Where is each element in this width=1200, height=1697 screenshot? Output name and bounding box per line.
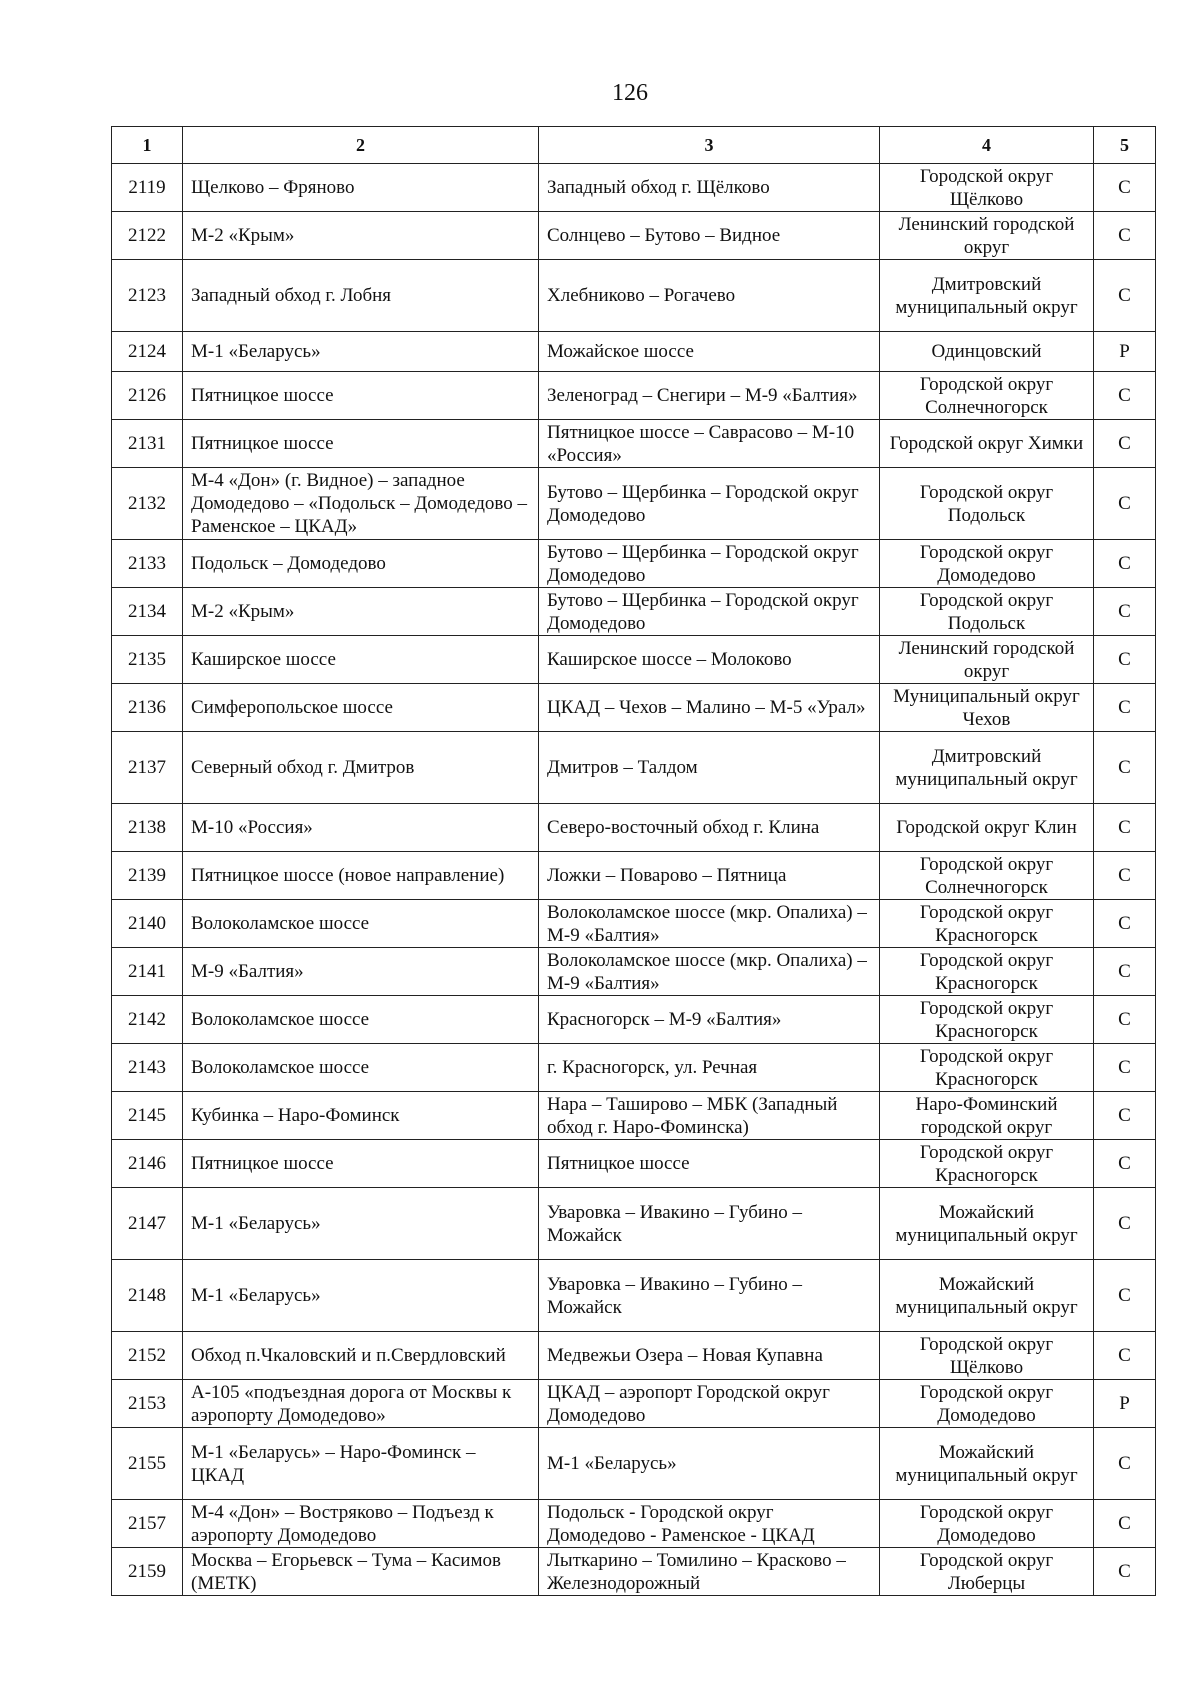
header-col-5: 5 xyxy=(1094,127,1156,164)
table-row xyxy=(112,332,1156,372)
road-section: ЦКАД – Чехов – Малино – М-5 «Урал» xyxy=(539,684,880,732)
row-number: 2134 xyxy=(112,588,183,636)
district: Городской округ Домодедово xyxy=(880,1500,1094,1548)
district: Городской округ Красногорск xyxy=(880,1140,1094,1188)
table-row xyxy=(112,1332,1156,1380)
road-section: Пятницкое шоссе xyxy=(539,1140,880,1188)
road-from: М-2 «Крым» xyxy=(183,212,539,260)
district: Наро-Фоминский городской округ xyxy=(880,1092,1094,1140)
district: Можайский муниципальный округ xyxy=(880,1188,1094,1260)
road-from: М-1 «Беларусь» xyxy=(183,1260,539,1332)
road-section: Ложки – Поварово – Пятница xyxy=(539,852,880,900)
row-number: 2131 xyxy=(112,420,183,468)
row-number: 2141 xyxy=(112,948,183,996)
category: Р xyxy=(1094,1380,1156,1428)
road-from: Каширское шоссе xyxy=(183,636,539,684)
district: Городской округ Домодедово xyxy=(880,1380,1094,1428)
road-from: М-1 «Беларусь» xyxy=(183,332,539,372)
district: Городской округ Подольск xyxy=(880,468,1094,540)
road-section: ЦКАД – аэропорт Городской округ Домодедово xyxy=(539,1380,880,1428)
road-from: М-9 «Балтия» xyxy=(183,948,539,996)
road-from: М-1 «Беларусь» xyxy=(183,1188,539,1260)
road-from: Пятницкое шоссе xyxy=(183,372,539,420)
district: Дмитровский муниципальный округ xyxy=(880,732,1094,804)
category: С xyxy=(1094,588,1156,636)
table-row xyxy=(112,996,1156,1044)
district: Можайский муниципальный округ xyxy=(880,1260,1094,1332)
category: С xyxy=(1094,636,1156,684)
row-number: 2155 xyxy=(112,1428,183,1500)
table-row xyxy=(112,212,1156,260)
road-section: Солнцево – Бутово – Видное xyxy=(539,212,880,260)
district: Городской округ Химки xyxy=(880,420,1094,468)
category: С xyxy=(1094,1140,1156,1188)
district: Городской округ Клин xyxy=(880,804,1094,852)
table-row xyxy=(112,900,1156,948)
road-section: Уваровка – Ивакино – Губино – Можайск xyxy=(539,1260,880,1332)
road-from: Волоколамское шоссе xyxy=(183,1044,539,1092)
row-number: 2123 xyxy=(112,260,183,332)
category: С xyxy=(1094,1332,1156,1380)
district: Городской округ Красногорск xyxy=(880,1044,1094,1092)
table-row xyxy=(112,1500,1156,1548)
category: С xyxy=(1094,420,1156,468)
road-section: Пятницкое шоссе – Саврасово – М-10 «Россия» xyxy=(539,420,880,468)
road-from: А-105 «подъездная дорога от Москвы к аэропорту Домодедово» xyxy=(183,1380,539,1428)
road-section: Волоколамское шоссе (мкр. Опалиха) – М-9 «Балтия» xyxy=(539,900,880,948)
district: Городской округ Домодедово xyxy=(880,540,1094,588)
header-col-3: 3 xyxy=(539,127,880,164)
row-number: 2133 xyxy=(112,540,183,588)
district: Городской округ Подольск xyxy=(880,588,1094,636)
table-row xyxy=(112,1428,1156,1500)
road-section: Дмитров – Талдом xyxy=(539,732,880,804)
table-row xyxy=(112,684,1156,732)
row-number: 2157 xyxy=(112,1500,183,1548)
road-from: Пятницкое шоссе (новое направление) xyxy=(183,852,539,900)
road-from: Северный обход г. Дмитров xyxy=(183,732,539,804)
district: Городской округ Красногорск xyxy=(880,900,1094,948)
row-number: 2139 xyxy=(112,852,183,900)
category: С xyxy=(1094,164,1156,212)
district: Городской округ Красногорск xyxy=(880,996,1094,1044)
row-number: 2146 xyxy=(112,1140,183,1188)
table-row xyxy=(112,420,1156,468)
road-section: Каширское шоссе – Молоково xyxy=(539,636,880,684)
road-from: Обход п.Чкаловский и п.Свердловский xyxy=(183,1332,539,1380)
category: С xyxy=(1094,684,1156,732)
road-from: Пятницкое шоссе xyxy=(183,420,539,468)
road-from: Кубинка – Наро-Фоминск xyxy=(183,1092,539,1140)
category: С xyxy=(1094,852,1156,900)
row-number: 2147 xyxy=(112,1188,183,1260)
header-col-2: 2 xyxy=(183,127,539,164)
road-section: Красногорск – М-9 «Балтия» xyxy=(539,996,880,1044)
row-number: 2143 xyxy=(112,1044,183,1092)
category: Р xyxy=(1094,332,1156,372)
category: С xyxy=(1094,1428,1156,1500)
category: С xyxy=(1094,1092,1156,1140)
table-body xyxy=(112,164,1156,1596)
table-header xyxy=(112,127,1156,164)
row-number: 2142 xyxy=(112,996,183,1044)
road-from: Волоколамское шоссе xyxy=(183,900,539,948)
category: С xyxy=(1094,996,1156,1044)
category: С xyxy=(1094,540,1156,588)
row-number: 2152 xyxy=(112,1332,183,1380)
row-number: 2136 xyxy=(112,684,183,732)
table-row xyxy=(112,948,1156,996)
table-row xyxy=(112,1548,1156,1596)
table-row xyxy=(112,1092,1156,1140)
table-row xyxy=(112,540,1156,588)
row-number: 2124 xyxy=(112,332,183,372)
category: С xyxy=(1094,260,1156,332)
district: Городской округ Солнечногорск xyxy=(880,372,1094,420)
row-number: 2145 xyxy=(112,1092,183,1140)
road-section: г. Красногорск, ул. Речная xyxy=(539,1044,880,1092)
road-section: Западный обход г. Щёлково xyxy=(539,164,880,212)
district: Городской округ Солнечногорск xyxy=(880,852,1094,900)
district: Ленинский городской округ xyxy=(880,212,1094,260)
road-section: Бутово – Щербинка – Городской округ Домодедово xyxy=(539,540,880,588)
category: С xyxy=(1094,1548,1156,1596)
road-from: М-2 «Крым» xyxy=(183,588,539,636)
row-number: 2119 xyxy=(112,164,183,212)
road-section: Волоколамское шоссе (мкр. Опалиха) – М-9 «Балтия» xyxy=(539,948,880,996)
table-row xyxy=(112,804,1156,852)
table-row xyxy=(112,372,1156,420)
category: С xyxy=(1094,1044,1156,1092)
road-section: Можайское шоссе xyxy=(539,332,880,372)
road-from: Волоколамское шоссе xyxy=(183,996,539,1044)
road-from: Щелково – Фряново xyxy=(183,164,539,212)
road-from: Подольск – Домодедово xyxy=(183,540,539,588)
category: С xyxy=(1094,212,1156,260)
road-from: Западный обход г. Лобня xyxy=(183,260,539,332)
road-from: Симферопольское шоссе xyxy=(183,684,539,732)
table-row xyxy=(112,1380,1156,1428)
road-section: Северо-восточный обход г. Клина xyxy=(539,804,880,852)
district: Дмитровский муниципальный округ xyxy=(880,260,1094,332)
category: С xyxy=(1094,804,1156,852)
row-number: 2148 xyxy=(112,1260,183,1332)
table-row xyxy=(112,164,1156,212)
header-col-4: 4 xyxy=(880,127,1094,164)
road-section: Бутово – Щербинка – Городской округ Домодедово xyxy=(539,468,880,540)
district: Ленинский городской округ xyxy=(880,636,1094,684)
table-row xyxy=(112,636,1156,684)
row-number: 2126 xyxy=(112,372,183,420)
road-section: Подольск - Городской округ Домодедово - Раменское - ЦКАД xyxy=(539,1500,880,1548)
table-row xyxy=(112,1260,1156,1332)
table-row xyxy=(112,1044,1156,1092)
district: Городской округ Щёлково xyxy=(880,164,1094,212)
district: Городской округ Люберцы xyxy=(880,1548,1094,1596)
category: С xyxy=(1094,900,1156,948)
road-from: М-4 «Дон» (г. Видное) – западное Домодедово – «Подольск – Домодедово – Раменское – ЦКАД» xyxy=(183,468,539,540)
road-section: Хлебниково – Рогачево xyxy=(539,260,880,332)
row-number: 2132 xyxy=(112,468,183,540)
road-section: Уваровка – Ивакино – Губино – Можайск xyxy=(539,1188,880,1260)
page-number: 126 xyxy=(612,80,648,106)
row-number: 2137 xyxy=(112,732,183,804)
road-section: Зеленоград – Снегири – М-9 «Балтия» xyxy=(539,372,880,420)
road-from: М-10 «Россия» xyxy=(183,804,539,852)
road-from: М-1 «Беларусь» – Наро-Фоминск – ЦКАД xyxy=(183,1428,539,1500)
road-from: М-4 «Дон» – Востряково – Подъезд к аэропорту Домодедово xyxy=(183,1500,539,1548)
roads-table xyxy=(111,126,1156,1596)
road-from: Москва – Егорьевск – Тума – Касимов (МЕТК) xyxy=(183,1548,539,1596)
category: С xyxy=(1094,1188,1156,1260)
row-number: 2138 xyxy=(112,804,183,852)
category: С xyxy=(1094,1260,1156,1332)
road-section: Бутово – Щербинка – Городской округ Домодедово xyxy=(539,588,880,636)
table-row xyxy=(112,260,1156,332)
district: Муниципальный округ Чехов xyxy=(880,684,1094,732)
category: С xyxy=(1094,948,1156,996)
category: С xyxy=(1094,468,1156,540)
row-number: 2122 xyxy=(112,212,183,260)
row-number: 2140 xyxy=(112,900,183,948)
district: Одинцовский xyxy=(880,332,1094,372)
row-number: 2153 xyxy=(112,1380,183,1428)
header-col-1: 1 xyxy=(112,127,183,164)
road-from: Пятницкое шоссе xyxy=(183,1140,539,1188)
road-section: Нара – Таширово – МБК (Западный обход г. Наро-Фоминска) xyxy=(539,1092,880,1140)
table-row xyxy=(112,852,1156,900)
row-number: 2135 xyxy=(112,636,183,684)
category: С xyxy=(1094,1500,1156,1548)
road-section: Медвежьи Озера – Новая Купавна xyxy=(539,1332,880,1380)
category: С xyxy=(1094,732,1156,804)
table-row xyxy=(112,1188,1156,1260)
row-number: 2159 xyxy=(112,1548,183,1596)
district: Можайский муниципальный округ xyxy=(880,1428,1094,1500)
table-row xyxy=(112,732,1156,804)
category: С xyxy=(1094,372,1156,420)
table-row xyxy=(112,468,1156,540)
table-row xyxy=(112,588,1156,636)
district: Городской округ Красногорск xyxy=(880,948,1094,996)
road-section: М-1 «Беларусь» xyxy=(539,1428,880,1500)
district: Городской округ Щёлково xyxy=(880,1332,1094,1380)
table-row xyxy=(112,1140,1156,1188)
road-section: Лыткарино – Томилино – Красково – Железнодорожный xyxy=(539,1548,880,1596)
